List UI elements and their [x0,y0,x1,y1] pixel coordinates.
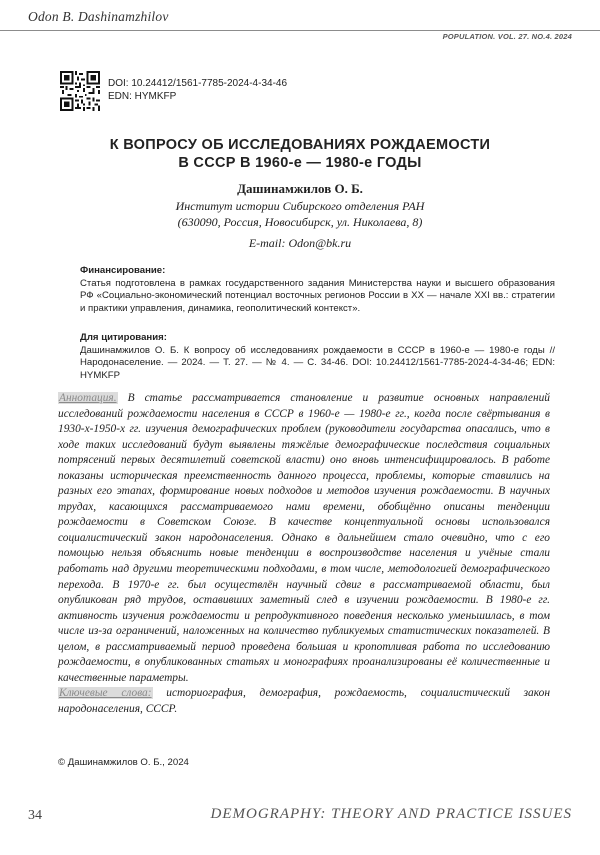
abstract-label: Аннотация. [59,392,117,404]
header-divider [0,30,600,31]
keywords-text: историография, демография, рождаемость, социалистический закон народонаселения, СССР. [58,687,550,715]
affiliation-address: (630090, Россия, Новосибирск, ул. Николаева, 8) [177,214,423,229]
title-line-2: В СССР В 1960-е — 1980-е ГОДЫ [178,155,422,171]
copyright-notice: © Дашинамжилов О. Б., 2024 [58,757,189,768]
article-identifiers [108,77,287,103]
author-email[interactable]: E-mail: Odon@bk.ru [248,236,352,250]
keywords-section [58,686,550,717]
qr-code-icon [60,71,100,111]
funding-text: Статья подготовлена в рамках государственного задания Министерства науки и высшего образования РФ «Социально-экономический потенциал восточных регионов России в XX — начале XXI вв.: стратегии и практики управления, динамика, геополитический контекст». [80,277,555,314]
citation-section [80,332,555,382]
author-affiliation [0,199,600,230]
journal-footer-title: DEMOGRAPHY: THEORY AND PRACTICE ISSUES [210,806,572,822]
keywords-label: Ключевые слова: [59,687,152,699]
citation-heading: Для цитирования: [80,332,167,343]
funding-heading: Финансирование: [80,265,166,276]
running-author: Odon B. Dashinamzhilov [28,9,169,24]
doi-text[interactable]: DOI: 10.24412/1561-7785-2024-4-34-46 [108,78,288,89]
citation-text: Дашинамжилов О. Б. К вопросу об исследованиях рождаемости в СССР в 1960-е — 1980-е годы // Народонаселение. — 2024. — Т. 27. — № 4. — С. 34-46. DOI: 10.24412/1561-7785-2024-4-34-46; EDN: HYMKFP [80,344,555,381]
author-name: Дашинамжилов О. Б. [237,181,363,196]
running-header [0,0,600,41]
abstract-text: В статье рассматривается становление и развитие основных направлений исследований рождаемости населения в СССР в 1960-е — 1980-е гг., когда после свёртывания в 1930-х-1950-х гг. изучения демографических проблем (руководители государства опасались, что в ходе таких исследований будут выявлены тяжёлые демографические последствия социальных потрясений первых десятилетий советской власти) оно вновь интенсифицировалось. В работе показаны историческая преемственность данного процесса, проблемы, которые ставились на разных его этапах, формирование новых подходов и методов изучения рождаемости. В научных трудах, касающихся рассматриваемого нами времени, обобщённо описаны тенденции рождаемости в Советском Союзе. В качестве концептуальной основы использовался социалистический закон народонаселения. Однако в дальнейшем стало очевидно, что с его помощью нельзя объяснить новые тенденции в воспроизводстве населения и учёные стали работать над другими теоретическими подходами, в том числе, методологией демографического перехода. В 1970-е гг. был осуществлён научный сдвиг в рассматриваемой области, был опубликован ряд трудов, оставивших заметный след в изучении рождаемости. В 1980-е гг. активность изучения рождаемости и репродуктивного поведения несколько уменьшилась, в том числе из-за ограничений, наложенных на количество публикуемых статистических показателей. В целом, в рассматриваемый период проведена большая и кропотливая работа по исследованию рождаемости, в опубликованных статьях и монографиях проанализированы её количественные и качественные параметры. [58,392,550,684]
page-number: 34 [28,808,42,823]
article-title [0,136,600,172]
funding-section [80,265,555,315]
edn-text: EDN: HYMKFP [108,91,177,102]
running-journal-title: POPULATION. VOL. 27. NO.4. 2024 [442,32,572,41]
title-line-1: К ВОПРОСУ ОБ ИССЛЕДОВАНИЯХ РОЖДАЕМОСТИ [109,137,491,153]
affiliation-institute: Институт истории Сибирского отделения РАН [175,199,425,213]
abstract-section [58,391,550,686]
